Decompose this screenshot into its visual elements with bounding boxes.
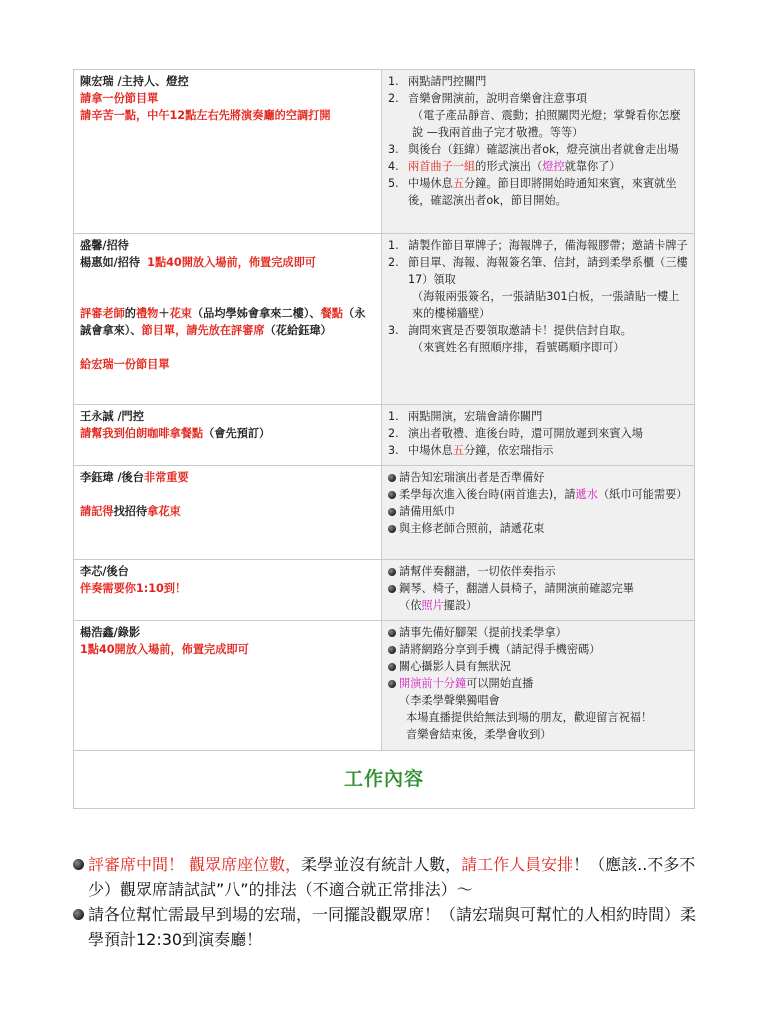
item-text-colored: 中場休息五分鐘。節目即將開始時通知來賓，來賓就坐後，確認演出者ok，節目開始。	[408, 177, 677, 207]
bullet-icon	[388, 663, 396, 671]
staff-note: 給宏瑞一份節目單	[80, 358, 170, 371]
list-item	[386, 520, 688, 537]
item-number: 5.	[388, 177, 399, 190]
item-text: 詢問來賓是否要領取邀請卡！提供信封自取。	[408, 324, 632, 337]
role-cell	[74, 70, 382, 234]
item-number: 1.	[388, 239, 399, 252]
item-text: 與後台（鈺緯）確認演出者ok，燈亮演出者就會走出場	[408, 143, 679, 156]
item-text: 請備用紙巾	[399, 505, 455, 518]
task-cell	[382, 234, 695, 405]
item-text: 鋼琴、椅子，翻譜人員椅子，請開演前確認完畢	[399, 582, 634, 595]
bullet-icon	[388, 491, 396, 499]
item-text: （海報兩張簽名，一張請貼301白板，一張請貼一樓上來的樓梯牆壁）	[412, 290, 680, 320]
staff-role: 李鈺瑋 /後台	[80, 471, 144, 484]
list-item	[386, 322, 688, 339]
list-item	[386, 90, 688, 107]
table-row	[74, 405, 695, 466]
work-schedule-table	[73, 69, 695, 809]
list-item	[386, 469, 688, 486]
item-text: 請製作節目單牌子；海報牌子，備海報膠帶；邀請卡牌子	[408, 239, 688, 252]
staff-role: 李芯/後台	[80, 565, 129, 578]
staff-line	[80, 425, 375, 442]
staff-line	[80, 254, 375, 271]
note-text-colored: 評審席中間！ 觀眾席座位數，柔學並沒有統計人數，請工作人員安排！（應該..不多不少）觀眾席請試試”八”的排法（不適合就正常排法）～	[88, 855, 696, 899]
list-item	[386, 597, 688, 614]
role-cell	[74, 621, 382, 751]
list-item	[386, 158, 688, 175]
staff-role: 陳宏瑞 /主持人、燈控	[80, 75, 189, 88]
bullet-icon	[388, 508, 396, 516]
note-item	[73, 902, 705, 952]
list-item	[386, 408, 688, 425]
bullet-icon	[388, 568, 396, 576]
list-item	[386, 254, 688, 288]
staff-note-paragraph: 評審老師的禮物＋花束（品均學姊會拿來二樓）、餐點（永誠會拿來）、節目單，請先放在評審席（花給鈺瑋）	[80, 307, 366, 337]
item-text-colored: 兩首曲子一組的形式演出（燈控就靠你了）	[408, 160, 621, 173]
table-row	[74, 466, 695, 560]
item-text: 音樂會開演前，說明音樂會注意事項	[408, 92, 588, 105]
bullet-icon	[73, 859, 84, 870]
task-cell	[382, 466, 695, 560]
item-text-colored: 柔學每次進入後台時(兩首進去)，請遞水（紙巾可能需要）	[399, 488, 688, 501]
list-item	[386, 503, 688, 520]
item-text: （來賓姓名有照順序排，看號碼順序即可）	[412, 341, 625, 354]
list-item	[386, 288, 688, 322]
list-item	[386, 580, 688, 597]
item-text: 與主修老師合照前，請遞花束	[399, 522, 545, 535]
item-text-colored: 中場休息五分鐘，依宏瑞指示	[408, 444, 554, 457]
list-item	[386, 141, 688, 158]
list-item	[386, 563, 688, 580]
staff-line	[80, 469, 375, 486]
staff-note: 1點40開放入場前，佈置完成即可	[80, 643, 249, 656]
item-text: （電子產品靜音、震動；拍照關閃光燈；掌聲看你怎麼說 —我兩首曲子完才敬禮。等等）	[412, 109, 681, 139]
list-item	[386, 675, 688, 692]
item-text: 請將網路分享到手機（請記得手機密碼）	[399, 643, 601, 656]
item-text-colored: 開演前十分鐘可以開始直播	[399, 677, 534, 690]
list-item	[386, 175, 688, 209]
note-item	[73, 852, 705, 902]
item-number: 3.	[388, 444, 399, 457]
staff-note: 非常重要	[143, 471, 189, 484]
note-text: 請各位幫忙需最早到場的宏瑞，一同擺設觀眾席！（請宏瑞與可幫忙的人相約時間）柔學預計12:30到演奏廳！	[88, 905, 697, 949]
item-text: 請幫伴奏翻譜，一切依伴奏指示	[399, 565, 556, 578]
list-item	[386, 442, 688, 459]
staff-note: 請幫我到伯朗咖啡拿餐點	[80, 427, 204, 440]
bullet-icon	[388, 629, 396, 637]
item-number: 1.	[388, 410, 399, 423]
item-text: 兩點請門控關門	[408, 75, 487, 88]
list-item	[386, 641, 688, 658]
task-cell	[382, 560, 695, 621]
staff-line	[80, 503, 375, 520]
task-cell	[382, 70, 695, 234]
item-text: 關心攝影人員有無狀況	[399, 660, 511, 673]
table-row	[74, 560, 695, 621]
item-text: 演出者敬禮、進後台時，還可開放遲到來賓入場	[408, 427, 643, 440]
list-item	[386, 486, 688, 503]
staff-note: 找招待	[113, 505, 148, 518]
list-item	[386, 237, 688, 254]
item-number: 3.	[388, 143, 399, 156]
bullet-icon	[388, 525, 396, 533]
list-item	[386, 73, 688, 90]
task-cell	[382, 621, 695, 751]
staff-note: 1點40開放入場前，佈置完成即可	[147, 256, 316, 269]
staff-note: 伴奏需要你1:10到！	[80, 582, 187, 595]
staff-role: 盛馨/招待	[80, 239, 129, 252]
role-cell	[74, 560, 382, 621]
staff-note: 請辛苦一點，中午12點左右先將演奏廳的空調打開	[80, 109, 331, 122]
item-text-colored: （依照片擺設）	[399, 599, 478, 612]
item-number: 2.	[388, 256, 399, 269]
list-item	[386, 107, 688, 141]
staff-note: （會先預訂）	[203, 427, 271, 440]
bullet-icon	[388, 680, 396, 688]
table-row	[74, 70, 695, 234]
staff-role: 王永誠 /門控	[80, 410, 144, 423]
list-item	[386, 425, 688, 442]
role-cell	[74, 405, 382, 466]
item-number: 3.	[388, 324, 399, 337]
list-item: （李柔學聲樂獨唱會	[399, 694, 500, 707]
item-number: 2.	[388, 427, 399, 440]
item-text: 請事先備好腳架（提前找柔學拿）	[399, 626, 567, 639]
item-text: 節目單、海報、海報簽名筆、信封，請到柔學系櫃（三樓17）領取	[408, 256, 688, 286]
notes-section	[73, 852, 705, 952]
bullet-icon	[388, 474, 396, 482]
item-text: 請告知宏瑞演出者是否準備好	[399, 471, 545, 484]
staff-note: 拿花束	[147, 505, 181, 518]
bullet-icon	[388, 585, 396, 593]
bullet-icon	[388, 646, 396, 654]
list-item: 音樂會結束後，柔學會收到）	[406, 728, 552, 741]
staff-note: 請拿一份節目單	[80, 92, 159, 105]
task-cell	[382, 405, 695, 466]
table-row	[74, 621, 695, 751]
staff-role: 楊惠如/招待	[80, 256, 141, 269]
list-item: 本場直播提供給無法到場的朋友，歡迎留言祝福！	[406, 711, 653, 724]
staff-role: 楊浩鑫/錄影	[80, 626, 141, 639]
list-item	[386, 658, 688, 675]
item-number: 4.	[388, 160, 399, 173]
list-item	[386, 339, 688, 356]
role-cell	[74, 234, 382, 405]
item-text: 兩點開演，宏瑞會請你關門	[408, 410, 543, 423]
table-caption: 工作內容	[74, 751, 695, 809]
item-number: 2.	[388, 92, 399, 105]
staff-note: 請記得	[80, 505, 114, 518]
bullet-icon	[73, 909, 84, 920]
table-row	[74, 234, 695, 405]
role-cell	[74, 466, 382, 560]
list-item	[386, 624, 688, 641]
item-number: 1.	[388, 75, 399, 88]
table-footer-row	[74, 751, 695, 809]
